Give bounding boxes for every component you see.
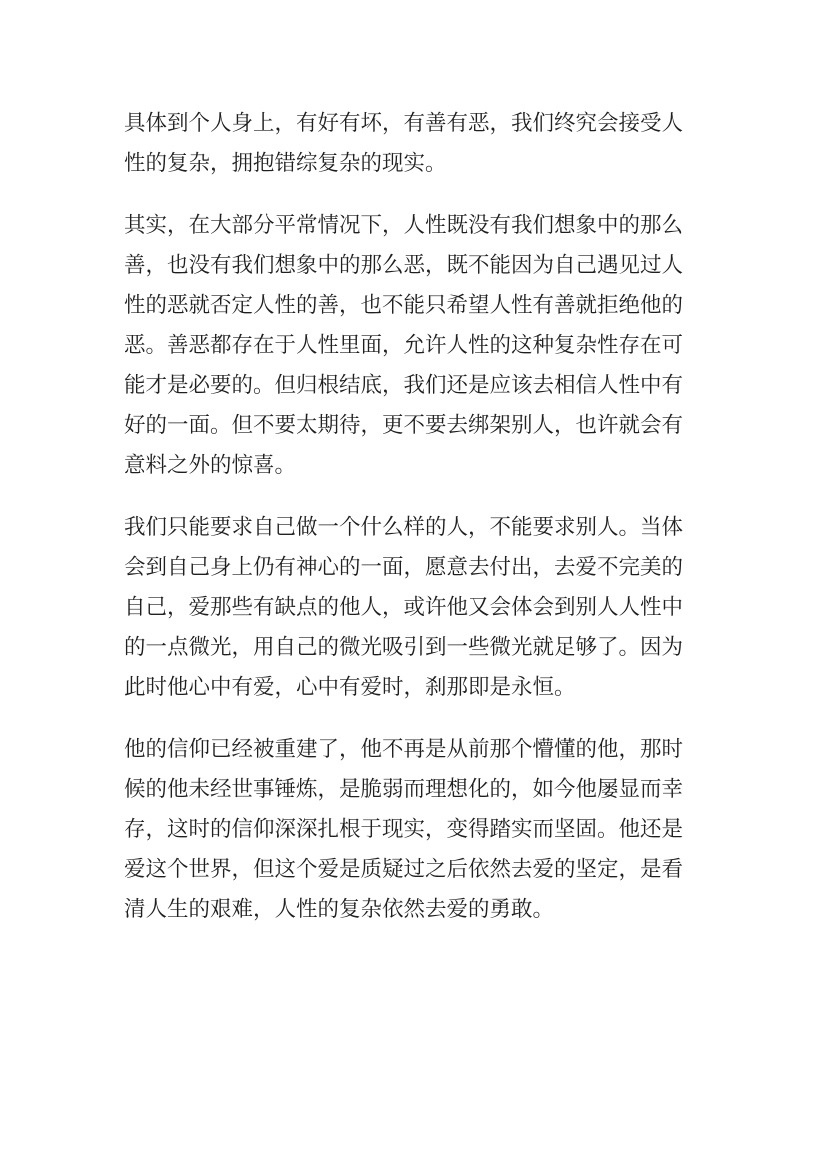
document-body [124,104,706,952]
paragraph-1 [124,104,706,184]
text-line: 清人生的艰难，人性的复杂依然去爱的勇敢。 [124,897,555,922]
text-line: 会到自己身上仍有神心的一面，愿意去付出，去爱不完美的 [124,555,684,580]
text-line: 自己，爱那些有缺点的他人，或许他又会体会到别人人性中 [124,595,684,620]
text-line: 其实，在大部分平常情况下，人性既没有我们想象中的那么 [124,213,684,238]
paragraph-2 [124,206,706,486]
paragraph-3 [124,508,706,708]
text-line: 好的一面。但不要太期待，更不要去绑架别人，也许就会有 [124,413,684,438]
text-line: 性的复杂，拥抱错综复杂的现实。 [124,151,447,176]
text-line: 恶。善恶都存在于人性里面，允许人性的这种复杂性存在可 [124,333,684,358]
text-line: 存，这时的信仰深深扎根于现实，变得踏实而坚固。他还是 [124,817,684,842]
text-line: 能才是必要的。但归根结底，我们还是应该去相信人性中有 [124,373,684,398]
text-line: 具体到个人身上，有好有坏，有善有恶，我们终究会接受人 [124,111,684,136]
text-line: 候的他未经世事锤炼，是脆弱而理想化的，如今他屡显而幸 [124,777,684,802]
text-line: 他的信仰已经被重建了，他不再是从前那个懵懂的他，那时 [124,737,684,762]
text-line: 爱这个世界，但这个爱是质疑过之后依然去爱的坚定，是看 [124,857,684,882]
text-line: 此时他心中有爱，心中有爱时，刹那即是永恒。 [124,675,576,700]
paragraph-4 [124,730,706,930]
text-line: 的一点微光，用自己的微光吸引到一些微光就足够了。因为 [124,635,684,660]
text-line: 意料之外的惊喜。 [124,453,297,478]
text-line: 善，也没有我们想象中的那么恶，既不能因为自己遇见过人 [124,253,684,278]
text-line: 我们只能要求自己做一个什么样的人，不能要求别人。当体 [124,515,684,540]
text-line: 性的恶就否定人性的善，也不能只希望人性有善就拒绝他的 [124,293,684,318]
